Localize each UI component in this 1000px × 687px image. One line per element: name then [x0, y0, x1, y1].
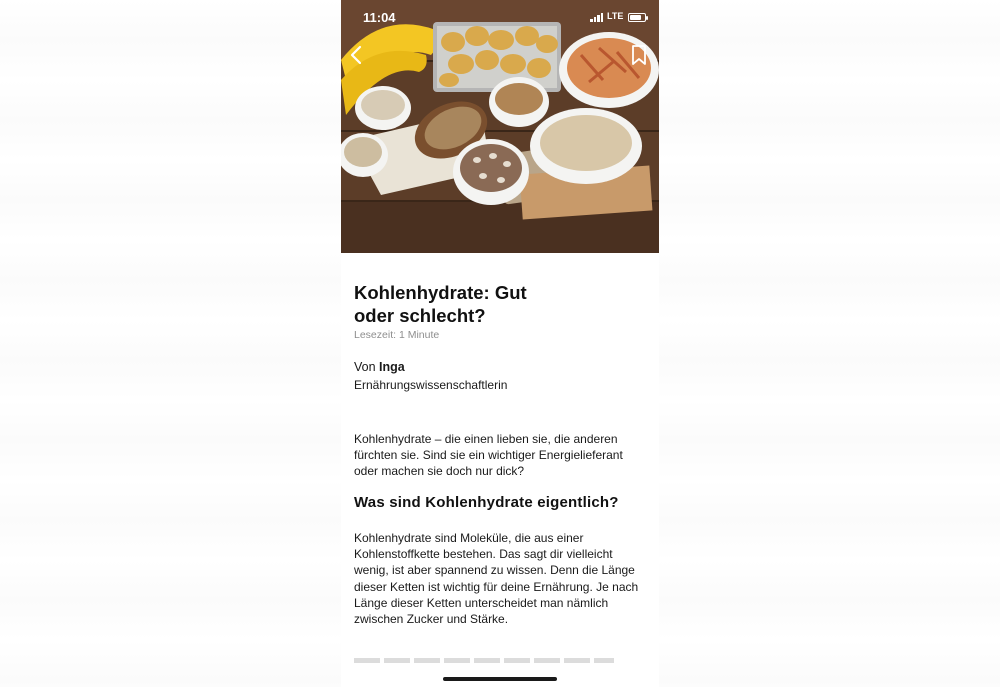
next-paragraph-fade: [354, 658, 614, 663]
status-bar: [341, 0, 659, 34]
read-time: Lesezeit: 1 Minute: [354, 329, 440, 341]
network-label: LTE: [607, 11, 624, 21]
background-right: [659, 0, 1000, 687]
section-heading: Was sind Kohlenhydrate eigentlich?: [354, 494, 619, 511]
background-left: [0, 0, 341, 687]
signal-icon: [590, 13, 604, 22]
section-body: Kohlenhydrate sind Moleküle, die aus einer Kohlenstoffkette bestehen. Das sagt dir vielleicht wenig, ist aber spannend zu wissen. Denn die Länge dieser Ketten ist wichtig für deine Ernährung. Je nach Länge dieser Ketten unterscheidet man nämlich zwischen Zucker und Stärke.: [354, 531, 639, 627]
author-line: [354, 360, 405, 374]
status-time: 11:04: [363, 10, 396, 25]
back-button[interactable]: [345, 42, 369, 68]
hero-image: [341, 0, 659, 253]
article-title: Kohlenhydrate: Gut oder schlecht?: [354, 282, 527, 326]
author-name[interactable]: Inga: [379, 360, 405, 374]
chevron-left-icon: [345, 42, 369, 68]
phone-screen: [341, 0, 659, 687]
author-role: Ernährungswissenschaftlerin: [354, 378, 508, 392]
bookmark-button[interactable]: [631, 44, 647, 66]
article-intro: Kohlenhydrate – die einen lieben sie, die anderen fürchten sie. Sind sie ein wichtiger Energielieferant oder machen sie doch nur dick?: [354, 432, 623, 479]
home-indicator[interactable]: [443, 677, 557, 681]
bookmark-icon: [631, 44, 647, 66]
food-photo: [341, 0, 659, 253]
battery-icon: [628, 13, 646, 22]
author-prefix: Von: [354, 360, 376, 374]
